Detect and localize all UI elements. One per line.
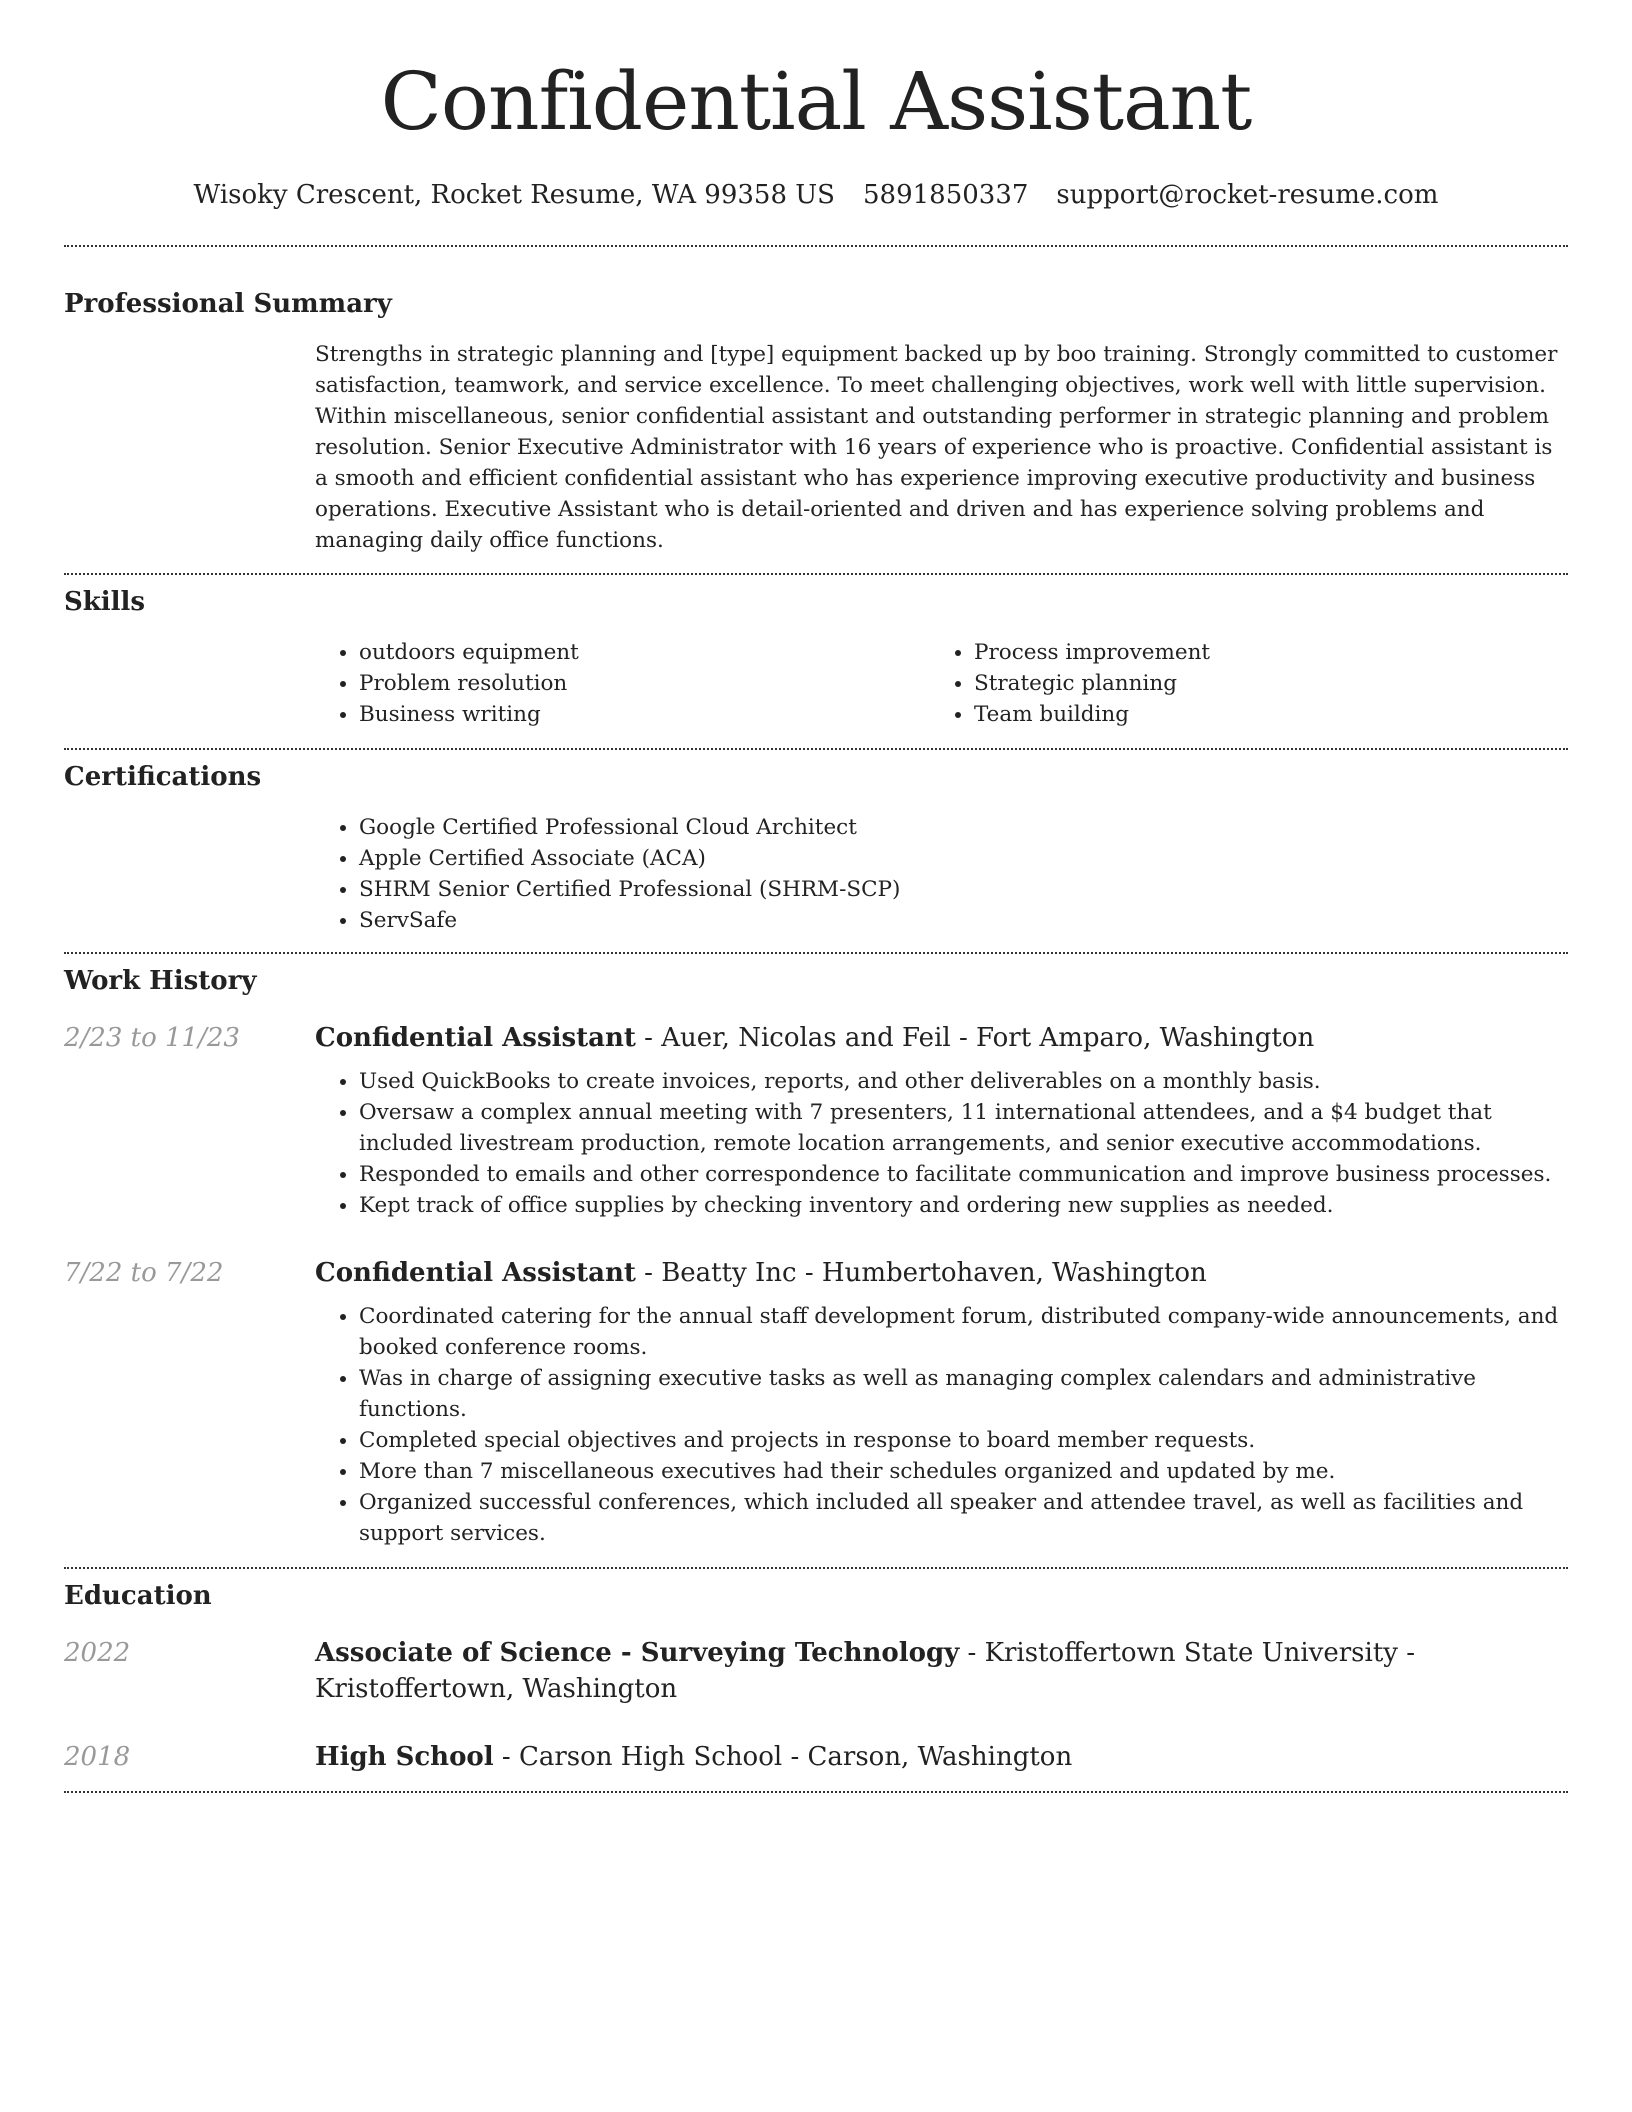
- education-year: 2022: [64, 1638, 131, 1668]
- skill-item: • outdoors equipment: [359, 637, 930, 668]
- candidate-name: Confidential Assistant: [380, 55, 1252, 148]
- job-dates: 2/23 to 11/23: [64, 1023, 240, 1053]
- summary-text: Strengths in strategic planning and [type] equipment backed up by boo training. Strongly committed to customer satisfaction, teamwork, and service excellence. To meet challenging objectives, work well with little supervision. Within miscellaneous, senior confidential assistant and outstanding performer in strategic planning and problem resolution. Senior Executive Administrator with 16 years of experience who is proactive. Confidential assistant is a smooth and efficient confidential assistant who has experience improving executive productivity and business operations. Executive Assistant who is detail-oriented and driven and has experience solving problems and managing daily office functions.: [315, 342, 1558, 553]
- skill-item: • Problem resolution: [359, 668, 930, 699]
- job-employer-location: - Auer, Nicolas and Feil - Fort Amparo, Washington: [635, 1023, 1315, 1053]
- skill-item: • Business writing: [359, 699, 930, 730]
- skill-item: • Process improvement: [974, 637, 1545, 668]
- resume-page: [64, 0, 1568, 1793]
- job-bullet: • More than 7 miscellaneous executives had their schedules organized and updated by me.: [359, 1456, 1568, 1487]
- job-bullet: • Organized successful conferences, which included all speaker and attendee travel, as well as facilities and support services.: [359, 1487, 1568, 1549]
- job-bullet: • Completed special objectives and projects in response to board member requests.: [359, 1425, 1568, 1456]
- section-title-skills: Skills: [64, 587, 146, 617]
- job-bullet: • Used QuickBooks to create invoices, reports, and other deliverables on a monthly basis.: [359, 1066, 1568, 1097]
- education-heading: [315, 1739, 1568, 1775]
- job-title: Confidential Assistant: [315, 1258, 636, 1288]
- education-degree: Associate of Science - Surveying Technology: [315, 1638, 960, 1668]
- job-entry: [64, 1020, 1568, 1221]
- section-title-certifications: Certifications: [64, 762, 262, 792]
- job-heading: [315, 1255, 1568, 1291]
- certification-item: • ServSafe: [359, 905, 1568, 936]
- job-bullet: • Kept track of office supplies by checking inventory and ordering new supplies as needed.: [359, 1190, 1568, 1221]
- job-employer-location: - Beatty Inc - Humbertohaven, Washington: [635, 1258, 1207, 1288]
- contact-email: support@rocket-resume.com: [1056, 180, 1439, 210]
- job-bullet: • Oversaw a complex annual meeting with 7 presenters, 11 international attendees, and a $4 budget that included livestream production, remote location arrangements, and senior executive accommodations.: [359, 1097, 1568, 1159]
- job-details: [315, 1255, 1568, 1549]
- skills-column-right: [930, 637, 1545, 730]
- skill-item: • Strategic planning: [974, 668, 1545, 699]
- section-title-summary: Professional Summary: [64, 289, 392, 319]
- job-heading: [315, 1020, 1568, 1056]
- contact-address: Wisoky Crescent, Rocket Resume, WA 99358 US: [193, 180, 835, 210]
- certifications-list: [315, 812, 1568, 936]
- divider: [64, 1791, 1568, 1793]
- skills-list: [315, 637, 1568, 730]
- certification-item: • Apple Certified Associate (ACA): [359, 843, 1568, 874]
- education-details: [315, 1739, 1568, 1775]
- education-school-location: - Carson High School - Carson, Washington: [493, 1742, 1073, 1772]
- skill-item: • Team building: [974, 699, 1545, 730]
- job-entry: [64, 1255, 1568, 1549]
- education-school-location: - Kristoffertown State University - Kristoffertown, Washington: [315, 1638, 1416, 1704]
- education-entry: [64, 1635, 1568, 1707]
- contact-line: [64, 178, 1568, 212]
- job-bullet: • Coordinated catering for the annual staff development forum, distributed company-wide announcements, and booked conference rooms.: [359, 1301, 1568, 1363]
- education-degree: High School: [315, 1742, 494, 1772]
- certification-item: • SHRM Senior Certified Professional (SHRM-SCP): [359, 874, 1568, 905]
- certification-item: • Google Certified Professional Cloud Architect: [359, 812, 1568, 843]
- education-entry: [64, 1739, 1568, 1775]
- job-title: Confidential Assistant: [315, 1023, 636, 1053]
- job-bullet: • Responded to emails and other correspondence to facilitate communication and improve business processes.: [359, 1159, 1568, 1190]
- section-title-work-history: Work History: [64, 966, 257, 996]
- skills-column-left: [315, 637, 930, 730]
- contact-phone: 5891850337: [863, 180, 1029, 210]
- education-heading: [315, 1635, 1568, 1707]
- job-details: [315, 1020, 1568, 1221]
- education-year: 2018: [64, 1742, 131, 1772]
- education-details: [315, 1635, 1568, 1707]
- job-dates: 7/22 to 7/22: [64, 1258, 224, 1288]
- job-bullet: • Was in charge of assigning executive tasks as well as managing complex calendars and administrative functions.: [359, 1363, 1568, 1425]
- section-title-education: Education: [64, 1581, 212, 1611]
